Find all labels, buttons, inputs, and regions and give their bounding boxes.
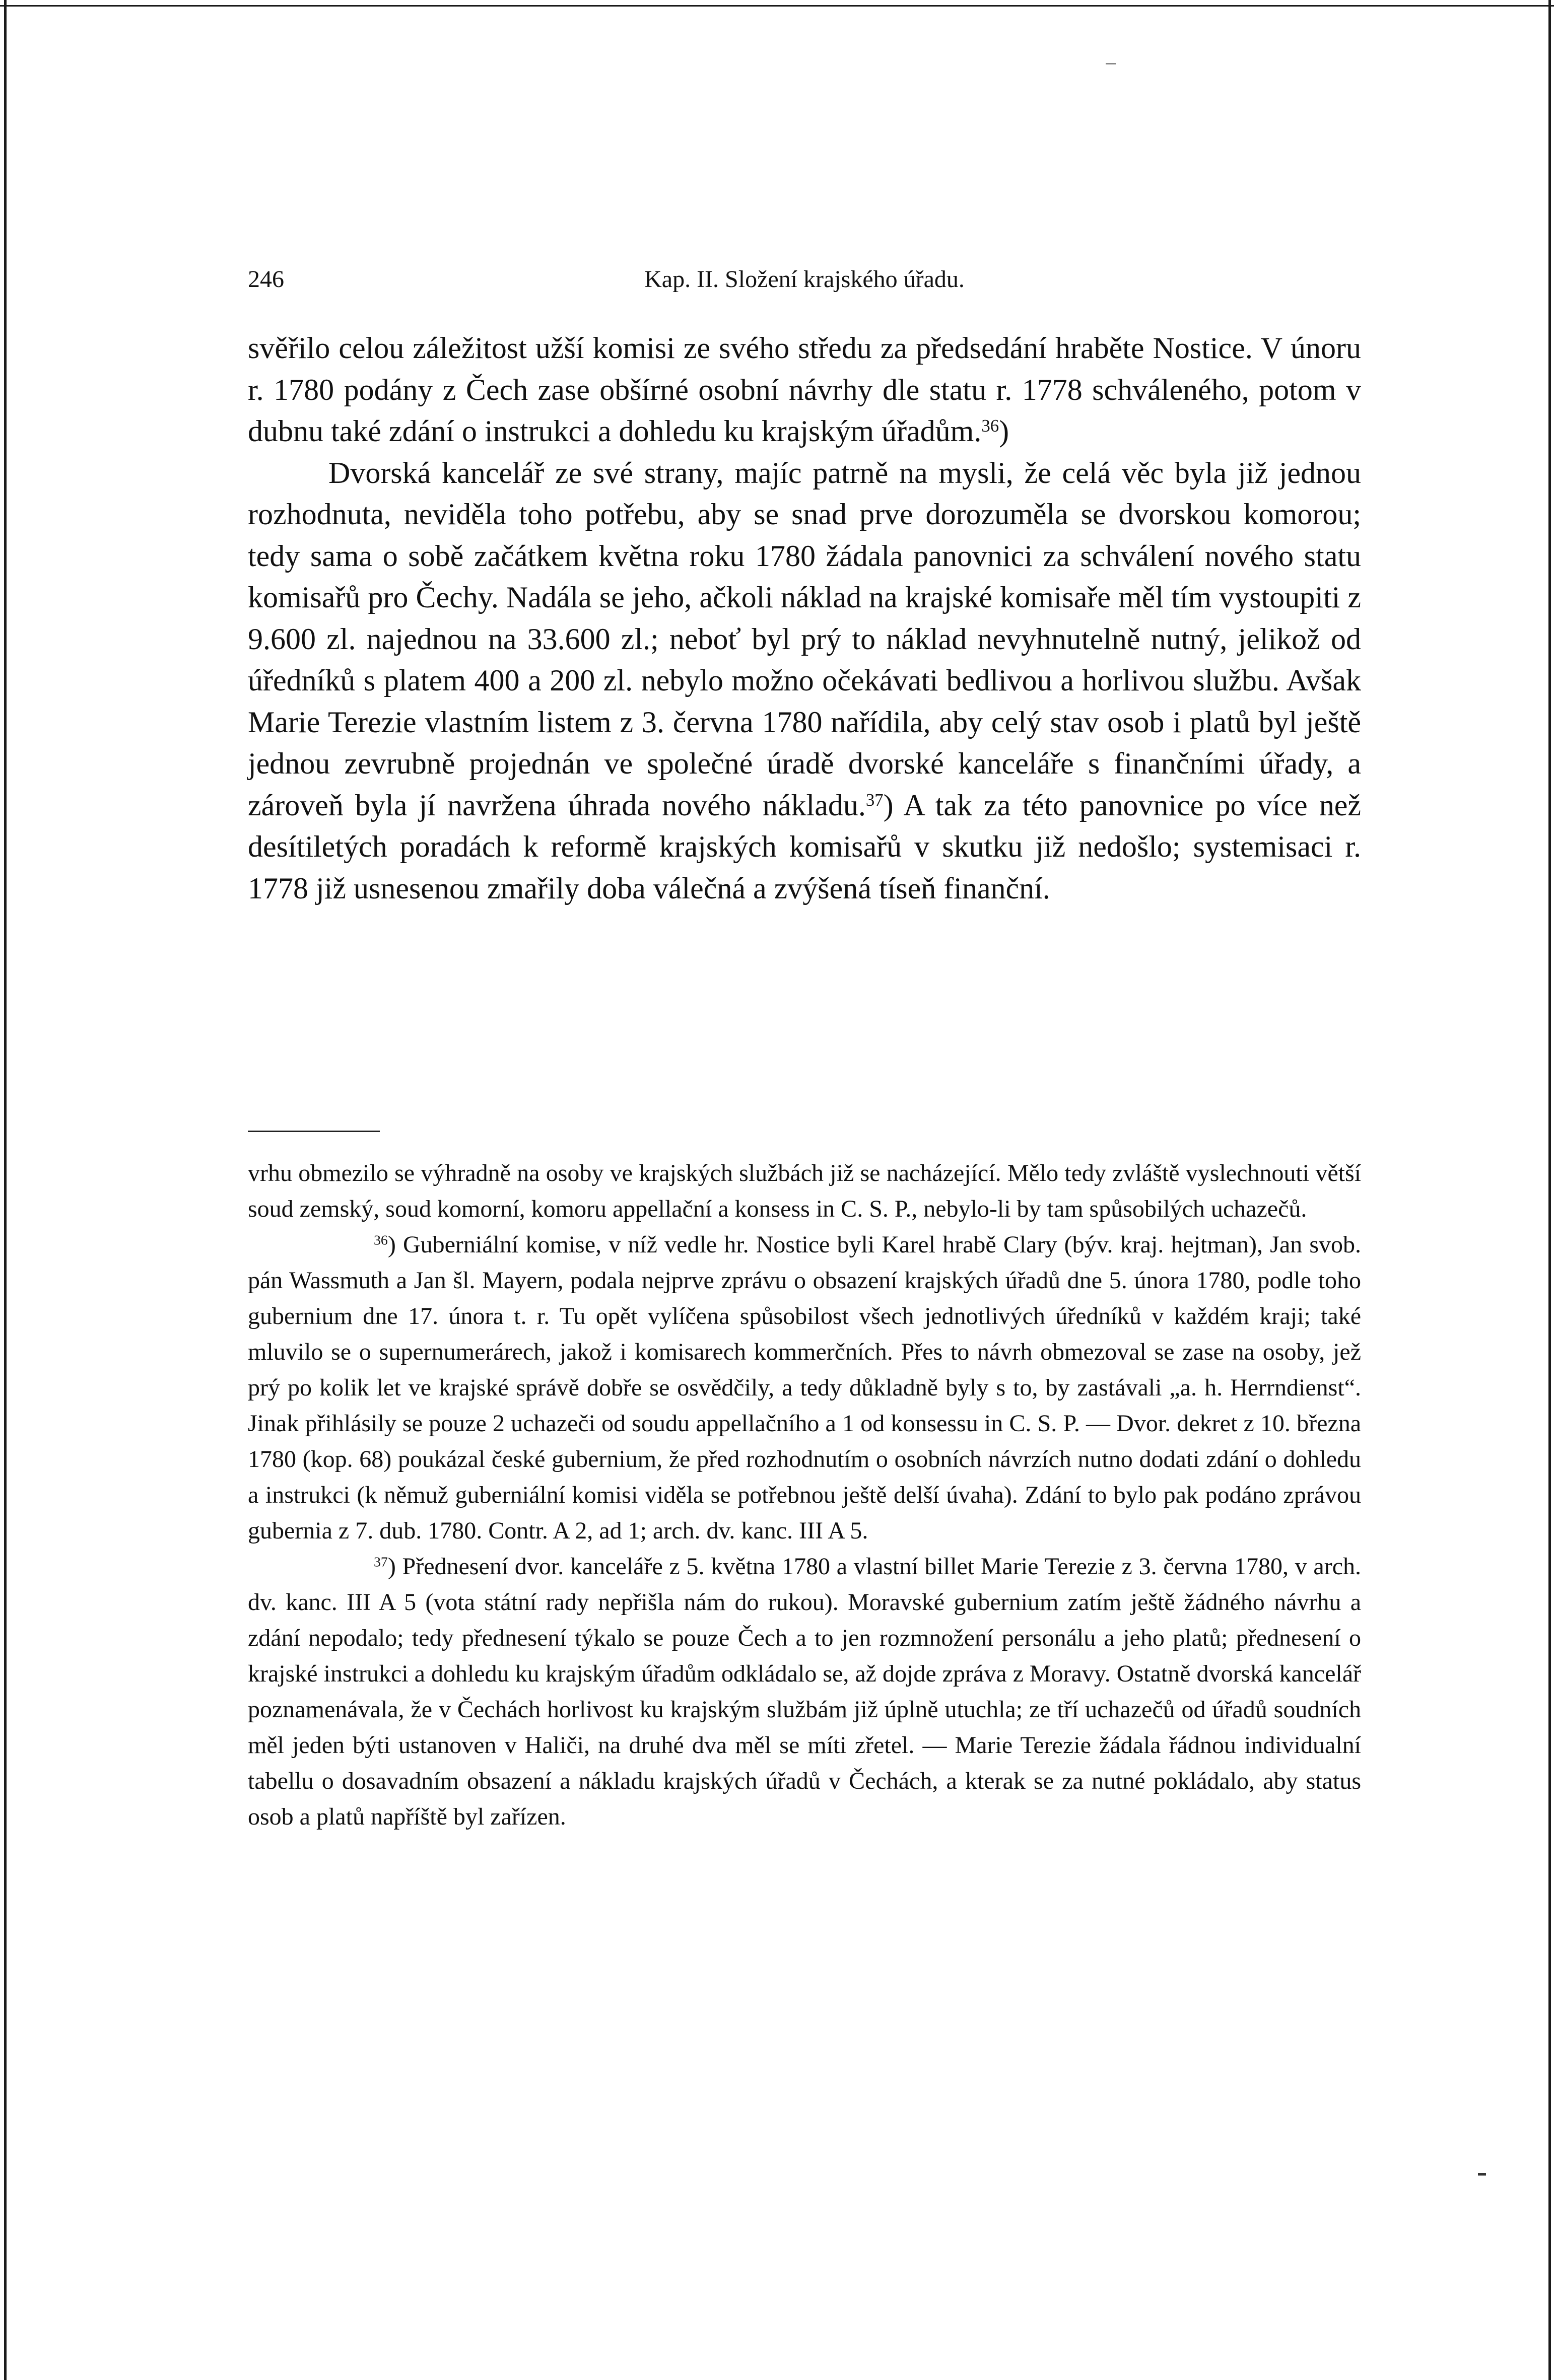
running-title: Kap. II. Složení krajského úřadu. (644, 266, 965, 293)
footnote-ref-37: 37 (865, 790, 884, 810)
footnote-37 (248, 1549, 1361, 1835)
scan-margin-mark (1478, 2173, 1486, 2176)
paragraph-text: A tak za této panovnice po více než desítiletých poradách k reformě krajských komisařů v skutku již nedošlo; systemisaci r. 1778 již usnesenou zmařily doba válečná a zvýšená tíseň finanční. (248, 788, 1362, 905)
scan-right-edge (1548, 0, 1551, 2380)
paragraph-text: Dvorská kancelář ze své strany, majíc patrně na mysli, že celá věc byla již jednou rozhodnuta, neviděla toho potřebu, aby se snad prve dorozuměla se dvorskou komorou; tedy sama o sobě začátkem května roku 1780 žádala panovnici za schválení nového statu komisařů pro Čechy. Nadála se jeho, ačkoli náklad na krajské komisaře měl tím vystoupiti z 9.600 zl. najednou na 33.600 zl.; neboť byl prý to náklad nevyhnutelně nutný, jelikož od úředníků s platem 400 a 200 zl. nebylo možno očekávati bedlivou a horlivou službu. Avšak Marie Terezie vlastním listem z 3. června 1780 nařídila, aby celý stav osob i platů byl ještě jednou zevrubně projednán ve společné úradě dvorské kanceláře s finančními úřady, a zároveň byla jí navržena úhrada nového nákladu. (248, 456, 1361, 822)
footnote-continuation: vrhu obmezilo se výhradně na osoby ve krajských službách již se nacházející. Mělo tedy zvláště vyslechnouti větší soud zemský, soud komorní, komoru appellační a konsess in C. S. P., nebylo-li by tam spůsobilých uchazečů. (248, 1160, 1361, 1222)
footnote-mark: 36 (374, 1232, 388, 1248)
main-text (248, 327, 1361, 909)
paragraph (248, 452, 1361, 909)
footnote-mark-paren: ) (387, 1231, 396, 1258)
paragraph (248, 327, 1361, 452)
footnote-ref-36: 36 (981, 415, 999, 436)
footnote-ref-paren: ) (883, 788, 894, 822)
scan-left-edge (4, 0, 7, 2380)
footnote-text: Přednesení dvor. kanceláře z 5. května 1780 a vlastní billet Marie Terezie z 3. června 1780, v arch. dv. kanc. III A 5 (vota státní rady nepřišla nám do rukou). Moravské gubernium zatím ještě žádného návrhu a zdání nepodalo; tedy přednesení týkalo se pouze Čech a to jen rozmnožení personálu a jeho platů; přednesení o krajské instrukci a dohledu ku krajským úřadům odkládalo se, až dojde zpráva z Moravy. Ostatně dvorská kancelář poznamenávala, že v Čechách horlivost ku krajským službám již úplně utuchla; ze tří uchazečů od úřadů soudních měl jeden býti ustanoven v Haliči, na druhé dva měl se míti zřetel. — Marie Terezie žádala řádnou individualní tabellu o dosavadním obsazení a nákladu krajských úřadů v Čechách, a kterak se za nutné pokládalo, aby status osob a platů napříště byl zařízen. (248, 1553, 1361, 1830)
page-number: 246 (248, 266, 284, 293)
scan-speck (1106, 63, 1116, 64)
scan-top-edge (0, 5, 1554, 7)
footnotes (248, 1155, 1361, 1835)
footnote-ref-paren: ) (999, 414, 1009, 448)
paragraph-text: svěřilo celou záležitost užší komisi ze svého středu za předsedání hraběte Nostice. V únoru r. 1780 podány z Čech zase obšírné osobní návrhy dle statu r. 1778 schváleného, potom v dubnu také zdání o instrukci a dohledu ku krajským úřadům. (248, 331, 1361, 448)
footnote-mark-paren: ) (387, 1553, 396, 1580)
footnote-separator (248, 1131, 380, 1132)
footnote-mark: 37 (374, 1554, 388, 1570)
footnote-text: Guberniální komise, v níž vedle hr. Nostice byli Karel hrabě Clary (býv. kraj. hejtman), Jan svob. pán Wassmuth a Jan šl. Mayern, podala nejprve zprávu o obsazení krajských úřadů dne 5. února 1780, podle toho gubernium dne 17. února t. r. Tu opět vylíčena spůsobilost všech jednotlivých úředníků v každém kraji; také mluvilo se o supernumerárech, jakož i komisarech kommerčních. Přes to návrh obmezoval se zase na osoby, jež prý po kolik let ve krajské správě dobře se osvědčily, a tedy důkladně byly s to, by zastávali „a. h. Herrndienst“. Jinak přihlásily se pouze 2 uchazeči od soudu appellačního a 1 od konsessu in C. S. P. — Dvor. dekret z 10. března 1780 (kop. 68) poukázal české gubernium, že před rozhodnutím o osobních návrzích nutno dodati zdání o dohledu a instrukci (k němuž guberniální komisi viděla se potřebnou ještě delší úvaha). Zdání to bylo pak podáno zprávou gubernia z 7. dub. 1780. Contr. A 2, ad 1; arch. dv. kanc. III A 5. (248, 1231, 1361, 1544)
footnote-36 (248, 1227, 1361, 1549)
page-header (248, 262, 1361, 297)
